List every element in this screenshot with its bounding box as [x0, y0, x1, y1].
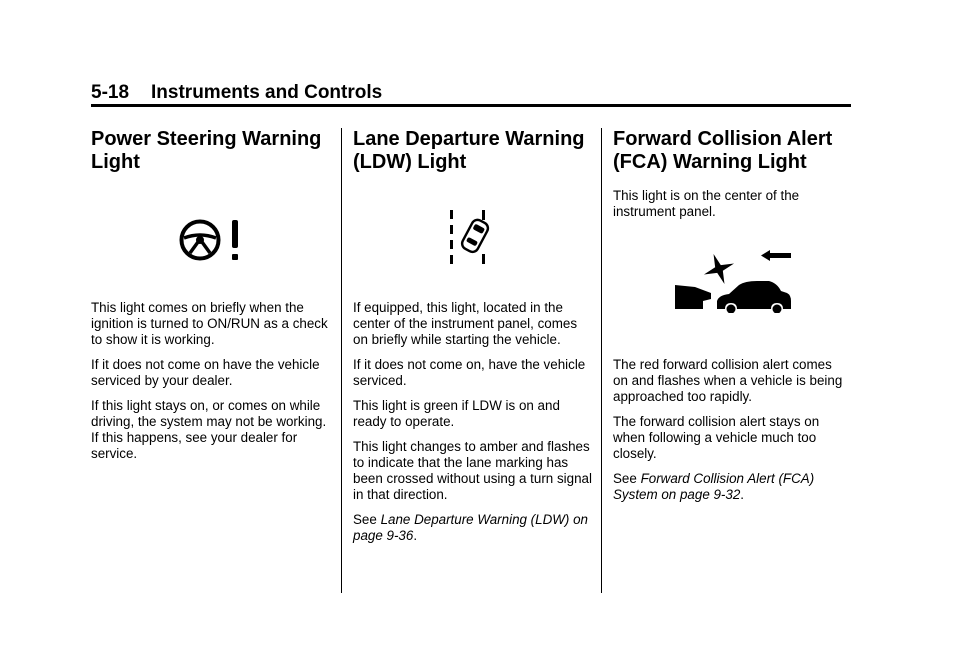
- title-line-2: Light: [91, 151, 140, 173]
- icon-area-lane-departure: [353, 188, 593, 300]
- see-reference: [353, 512, 593, 544]
- paragraph: If this light stays on, or comes on while driving, the system may not be working. If this happens, see your dealer for service.: [91, 398, 327, 461]
- paragraph: The forward collision alert stays on when following a vehicle much too closely.: [613, 414, 820, 461]
- paragraph: This light comes on briefly when the ignition is turned to ON/RUN as a check to show it is working.: [91, 300, 328, 347]
- column-divider-1: [341, 128, 342, 593]
- see-reference: [613, 471, 849, 503]
- paragraph: This light is on the center of the instrument panel.: [613, 188, 800, 219]
- paragraph: If it does not come on, have the vehicle serviced.: [353, 357, 586, 388]
- page-header: [91, 82, 851, 108]
- see-suffix: .: [740, 487, 745, 502]
- cross-reference-link[interactable]: Lane Departure Warning (LDW) on page 9-36: [353, 512, 588, 543]
- title-line-1: Lane Departure Warning: [353, 128, 585, 150]
- section-forward-collision: [613, 128, 849, 512]
- paragraph: If it does not come on have the vehicle serviced by your dealer.: [91, 357, 320, 388]
- section-title-power-steering: [91, 128, 331, 174]
- paragraph: This light changes to amber and flashes to indicate that the lane marking has been crossed without using a turn signal in that direction.: [353, 439, 592, 502]
- section-power-steering: [91, 128, 331, 471]
- title-line-2: (FCA) Warning Light: [613, 151, 807, 173]
- title-line-1: Forward Collision Alert: [613, 128, 833, 150]
- see-suffix: .: [413, 528, 418, 543]
- header-rule: [91, 104, 851, 107]
- section-body-lane-departure: [353, 300, 593, 544]
- icon-area-power-steering: [91, 188, 331, 300]
- page-number: 5-18: [91, 82, 130, 103]
- section-body-power-steering: [91, 300, 331, 462]
- title-line-1: Power Steering Warning: [91, 128, 322, 150]
- column-divider-2: [601, 128, 602, 593]
- see-prefix: See: [353, 512, 377, 527]
- title-line-2: (LDW) Light: [353, 151, 467, 173]
- paragraph: This light is green if LDW is on and ready to operate.: [353, 398, 560, 429]
- power-steering-warning-icon: [176, 218, 252, 264]
- section-title-forward-collision: [613, 128, 849, 174]
- icon-area-forward-collision: [613, 229, 849, 357]
- section-lane-departure: [353, 128, 593, 553]
- cross-reference-link[interactable]: Forward Collision Alert (FCA) System on page 9-32: [613, 471, 815, 502]
- forward-collision-alert-icon: [673, 249, 793, 313]
- section-title: Instruments and Controls: [151, 82, 383, 103]
- section-body-forward-collision: [613, 357, 849, 503]
- paragraph: The red forward collision alert comes on and flashes when a vehicle is being approached too rapidly.: [613, 357, 843, 404]
- lane-departure-warning-icon: [448, 208, 498, 266]
- header-text: [91, 82, 851, 104]
- see-prefix: See: [613, 471, 637, 486]
- section-title-lane-departure: [353, 128, 593, 174]
- paragraph: If equipped, this light, located in the center of the instrument panel, comes on briefly while starting the vehicle.: [353, 300, 578, 347]
